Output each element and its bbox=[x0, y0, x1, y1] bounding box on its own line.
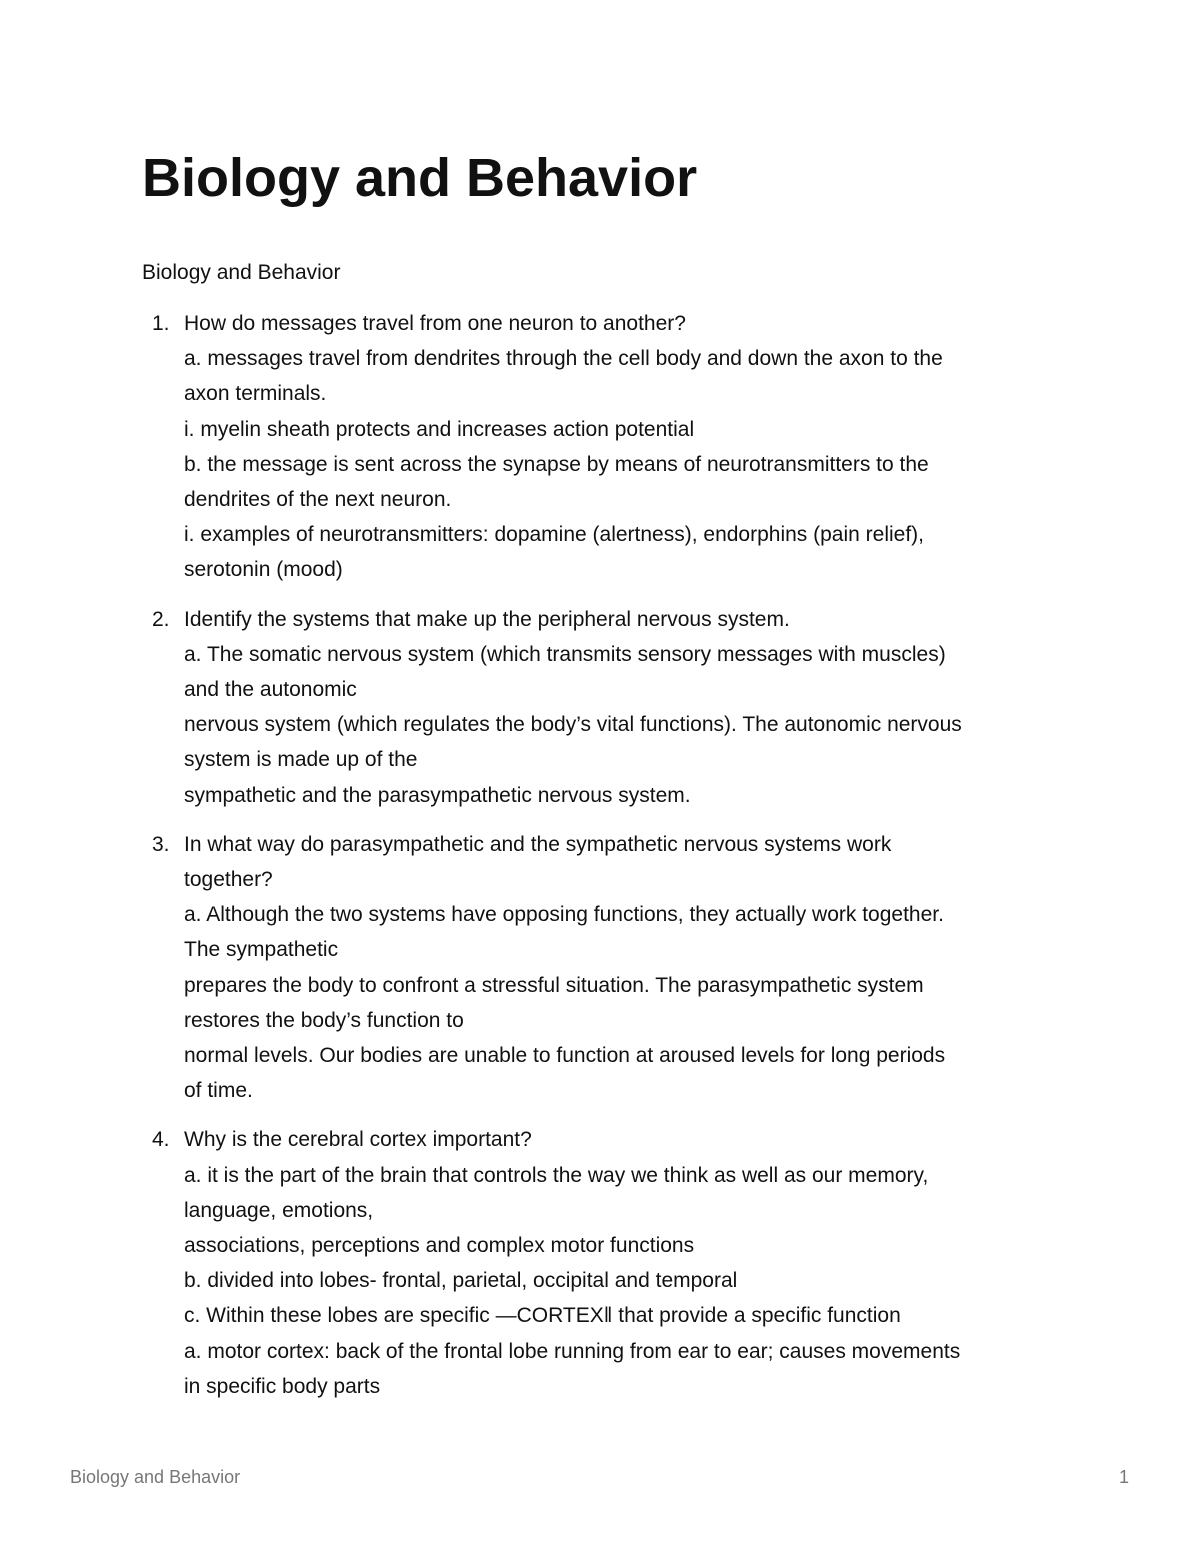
footer-page-number: 1 bbox=[1118, 1467, 1129, 1487]
answer-line: restores the body’s function to bbox=[184, 1008, 464, 1032]
document-subtitle: Biology and Behavior bbox=[142, 261, 341, 284]
question-text: In what way do parasympathetic and the sympathetic nervous systems work bbox=[184, 832, 892, 856]
answer-line: system is made up of the bbox=[184, 748, 418, 772]
question-number: 1. bbox=[152, 312, 170, 335]
question-text: Identify the systems that make up the peripheral nervous system. bbox=[184, 607, 790, 631]
answer-line: i. examples of neurotransmitters: dopamine (alertness), endorphins (pain relief), bbox=[184, 523, 925, 547]
answer-line: language, emotions, bbox=[184, 1198, 374, 1222]
answer-line: normal levels. Our bodies are unable to function at aroused levels for long periods bbox=[184, 1044, 946, 1068]
answer-line: sympathetic and the parasympathetic nervous system. bbox=[184, 783, 691, 807]
question-list bbox=[152, 306, 1064, 1418]
answer-line: in specific body parts bbox=[184, 1374, 381, 1398]
question-number: 2. bbox=[152, 607, 170, 631]
question-text: How do messages travel from one neuron to another? bbox=[184, 312, 686, 335]
answer-line: and the autonomic bbox=[184, 678, 357, 702]
answer-line: together? bbox=[184, 868, 273, 892]
document-title: Biology and Behavior bbox=[142, 148, 698, 208]
question-item bbox=[152, 827, 1064, 1109]
answer-line: prepares the body to confront a stressful situation. The parasympathetic system bbox=[184, 973, 924, 997]
answer-line: a. Although the two systems have opposing functions, they actually work together. bbox=[184, 903, 944, 927]
answer-line: a. messages travel from dendrites through the cell body and down the axon to the bbox=[184, 347, 943, 371]
answer-line: associations, perceptions and complex motor functions bbox=[184, 1234, 695, 1258]
answer-line: b. divided into lobes- frontal, parietal, occipital and temporal bbox=[184, 1269, 738, 1293]
answer-line: b. the message is sent across the synapse by means of neurotransmitters to the bbox=[184, 452, 929, 476]
footer-title: Biology and Behavior bbox=[70, 1467, 241, 1487]
question-item bbox=[152, 1122, 1064, 1404]
answer-line: a. motor cortex: back of the frontal lobe running from ear to ear; causes movements bbox=[184, 1339, 961, 1363]
question-item bbox=[152, 602, 1064, 813]
answer-line: dendrites of the next neuron. bbox=[184, 488, 452, 512]
answer-line: c. Within these lobes are specific ―CORTEX‖ that provide a specific function bbox=[184, 1304, 901, 1328]
answer-line: a. The somatic nervous system (which transmits sensory messages with muscles) bbox=[184, 642, 946, 666]
question-number: 4. bbox=[152, 1128, 170, 1152]
answer-line: serotonin (mood) bbox=[184, 558, 343, 582]
answer-line: of time. bbox=[184, 1079, 253, 1103]
answer-line: nervous system (which regulates the body’s vital functions). The autonomic nervous bbox=[184, 713, 962, 737]
question-number: 3. bbox=[152, 832, 170, 856]
question-item bbox=[152, 306, 1064, 588]
question-text: Why is the cerebral cortex important? bbox=[184, 1128, 532, 1152]
answer-line: axon terminals. bbox=[184, 382, 327, 406]
answer-line: a. it is the part of the brain that controls the way we think as well as our memory, bbox=[184, 1163, 929, 1187]
answer-line: The sympathetic bbox=[184, 938, 339, 962]
answer-line: i. myelin sheath protects and increases action potential bbox=[184, 417, 695, 441]
